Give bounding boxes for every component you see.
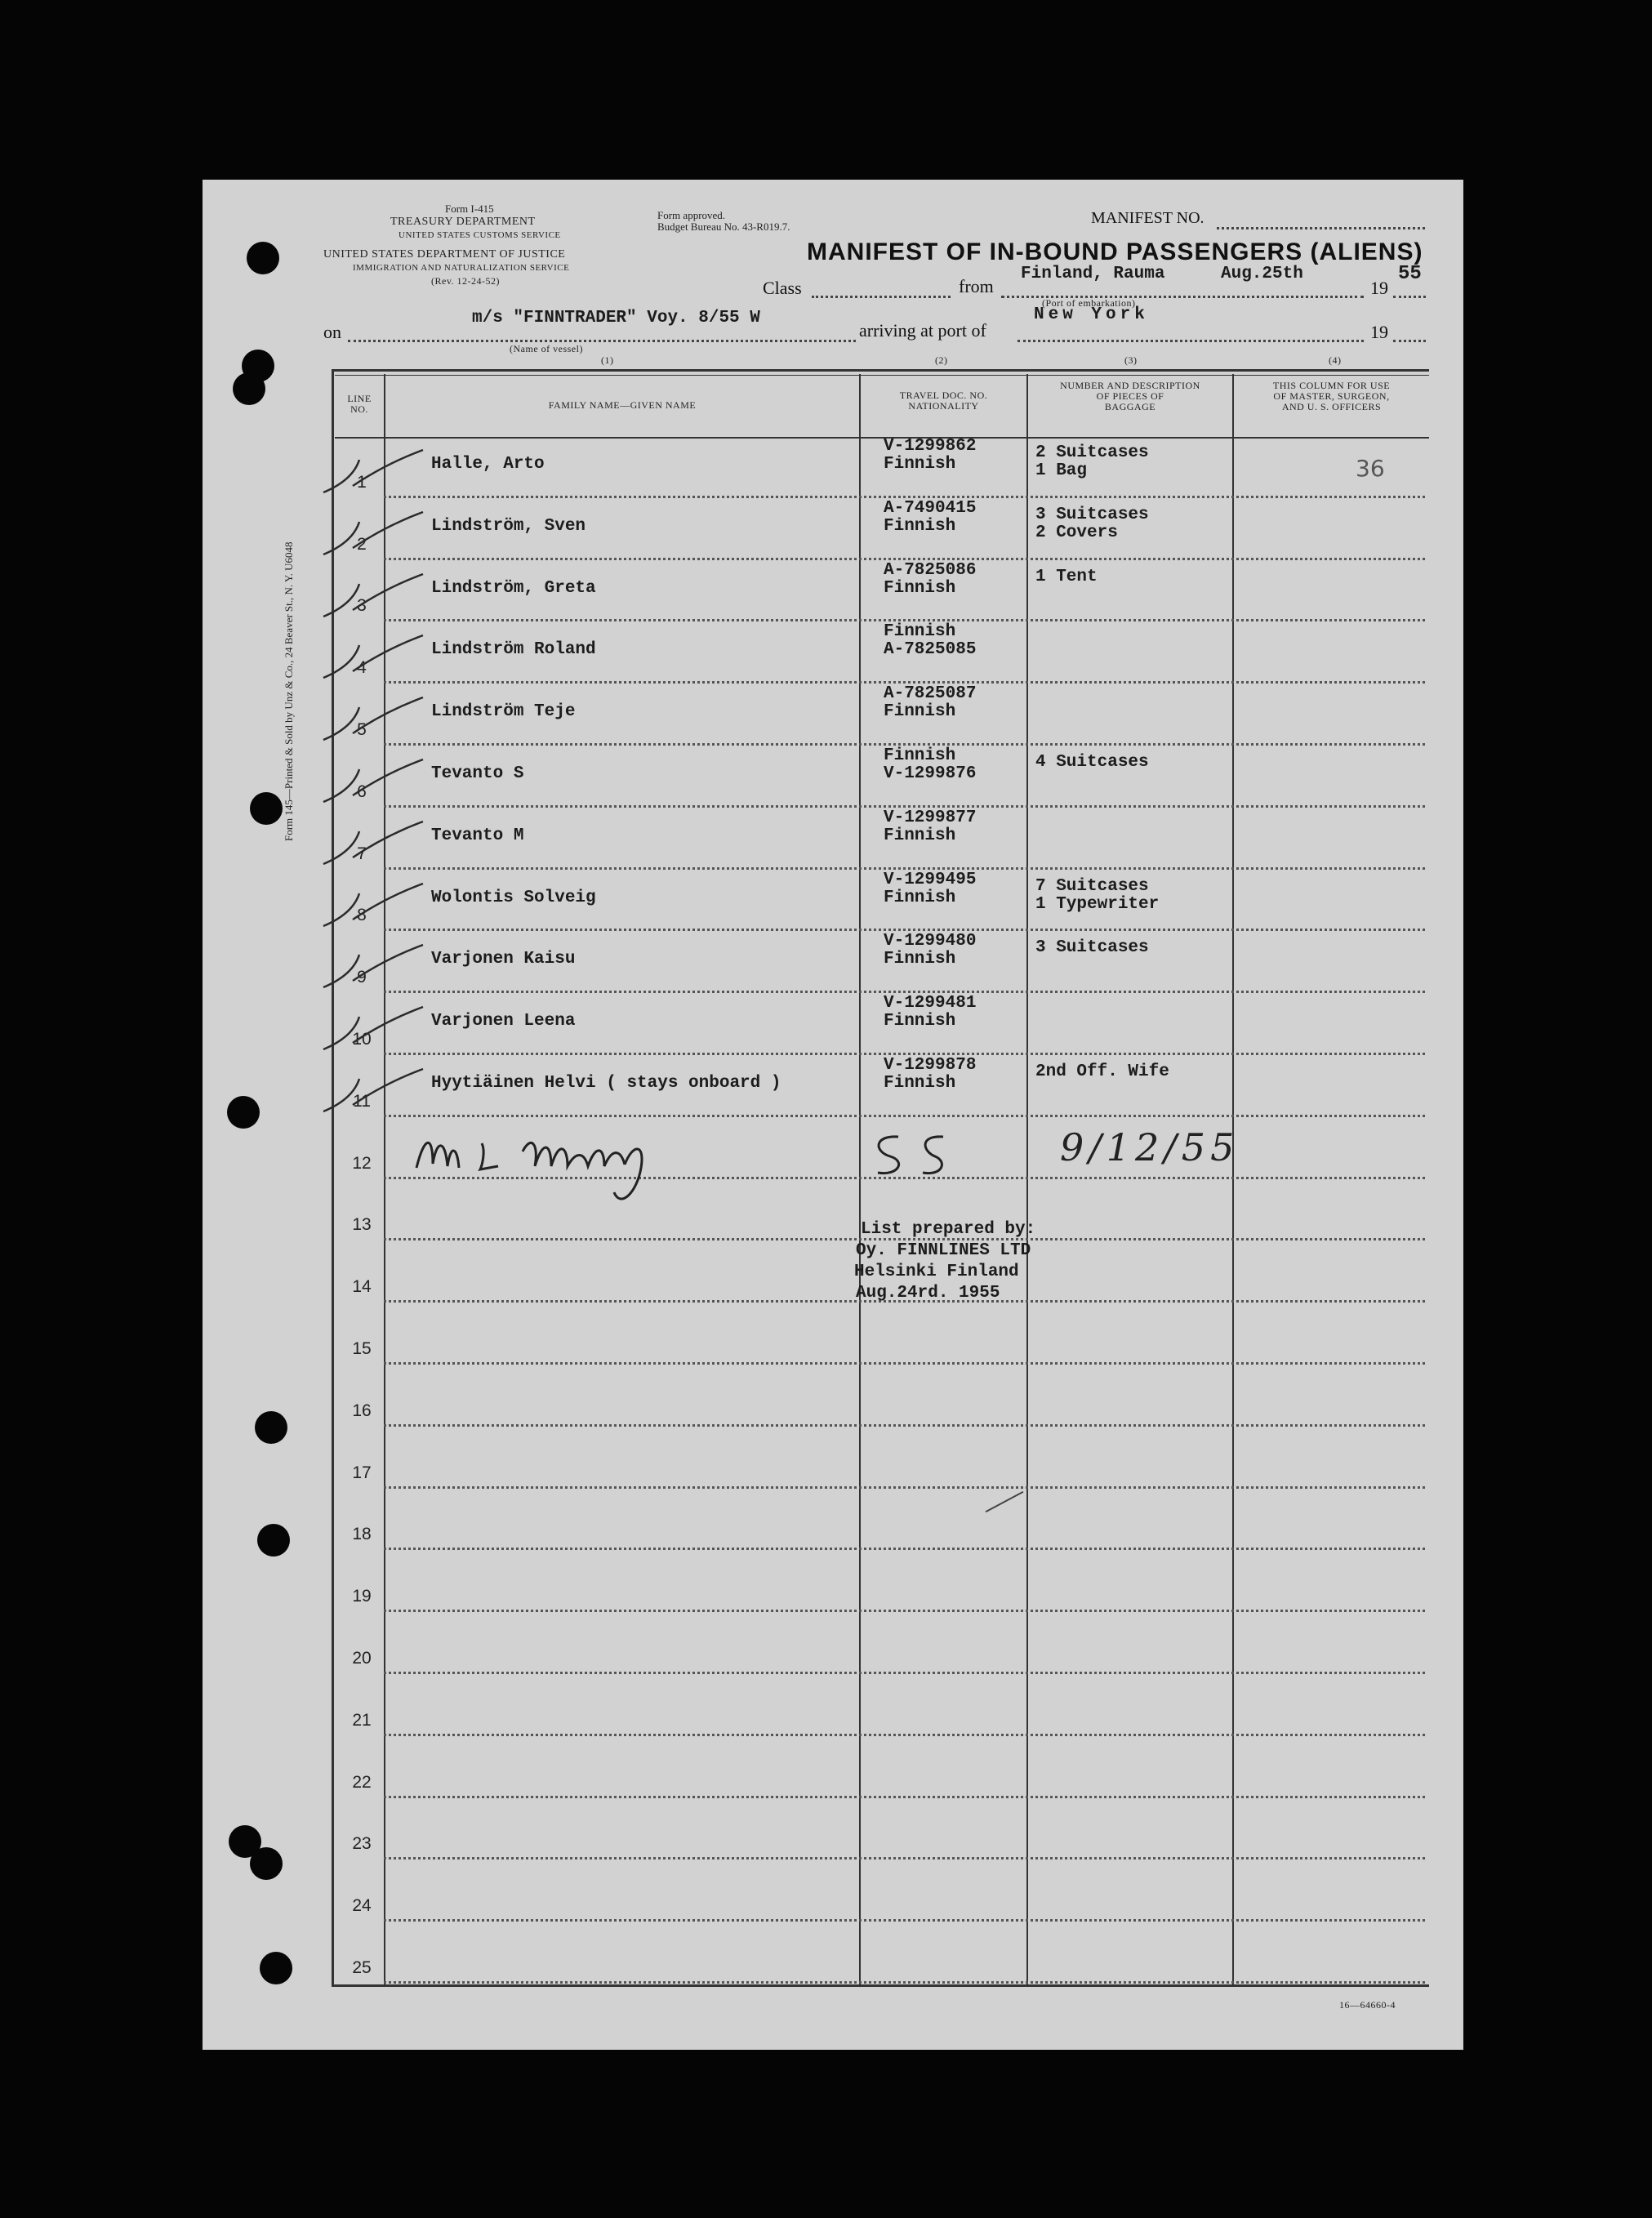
travel-doc-line-2: Finnish [884,826,956,845]
passenger-name: Lindström Teje [431,702,576,722]
prepared-line-2: Oy. FINNLINES LTD [856,1241,1031,1260]
arriving-label: arriving at port of [859,320,986,341]
row-separator [384,1796,1425,1798]
line-number: 6 [357,782,367,801]
travel-doc-line-1: A-7825087 [884,684,977,704]
punch-hole [247,242,279,274]
travel-doc-line-1: V-1299862 [884,437,977,456]
year-prefix: 19 [1370,278,1388,298]
travel-doc-line-2: A-7825085 [884,640,977,660]
check-mark [320,1062,426,1120]
treasury-dept: TREASURY DEPARTMENT [390,216,536,228]
baggage-line-2: 2 Covers [1035,523,1118,542]
line-number: 25 [352,1958,372,1977]
table-inner-top [335,375,1429,376]
passenger-name: Varjonen Kaisu [431,950,576,969]
class-label: Class [763,278,802,298]
line-number: 16 [352,1401,372,1420]
travel-doc-line-1: V-1299495 [884,870,977,889]
punch-hole [227,1096,260,1129]
passenger-name: Tevanto M [431,826,524,845]
travel-doc-line-2: Finnish [884,578,956,598]
vessel-label: (Name of vessel) [510,343,583,354]
row-separator [384,1053,1425,1055]
passenger-name: Lindström, Sven [431,516,586,536]
port-embark-label: (Port of embarkation) [1042,297,1136,309]
ins: IMMIGRATION AND NATURALIZATION SERVICE [353,263,570,273]
passenger-name: Lindström Roland [431,640,596,660]
travel-doc-line-1: V-1299481 [884,994,977,1013]
travel-doc-line-2: Finnish [884,888,956,907]
travel-doc-line-2: Finnish [884,950,956,969]
passenger-name: Lindström, Greta [431,578,596,598]
line-number: 20 [352,1649,372,1668]
form-approved: Form approved. [657,209,726,221]
travel-doc-line-2: Finnish [884,1012,956,1031]
handwritten-signature [400,1119,857,1209]
year-field-2 [1393,340,1426,342]
check-mark [320,938,426,995]
row-separator [384,991,1425,993]
baggage-line-1: 2 Suitcases [1035,443,1149,462]
line-number: 4 [357,658,367,678]
row-separator [384,558,1425,560]
baggage-line-1: 2nd Off. Wife [1035,1062,1169,1081]
line-number: 17 [352,1463,372,1482]
check-mark [320,815,426,872]
col-header-officers: THIS COLUMN FOR USE OF MASTER, SURGEON, AND U. S. OFFICERS [1272,380,1391,412]
line-number: 23 [352,1834,372,1854]
table-top-border [332,369,1429,372]
year-value: 55 [1398,263,1422,285]
line-number: 8 [357,906,367,925]
passenger-name: Halle, Arto [431,455,545,474]
manifest-no-label: MANIFEST NO. [1091,209,1204,227]
form-number: Form I-415 [445,203,494,215]
travel-doc-line-2: Finnish [884,1074,956,1093]
prepared-line-4: Aug.24rd. 1955 [856,1284,1000,1303]
line-number: 12 [352,1153,372,1173]
travel-doc-line-1: Finnish [884,746,956,765]
vessel-value: m/s "FINNTRADER" Voy. 8/55 W [472,309,760,327]
check-mark [320,753,426,810]
on-label: on [323,322,341,342]
baggage-line-1: 1 Tent [1035,567,1098,586]
row-separator [384,1734,1425,1736]
passenger-name: Tevanto S [431,764,524,783]
budget-bureau: Budget Bureau No. 43-R019.7. [657,220,790,233]
passenger-name: Wolontis Solveig [431,888,596,907]
col-divider-baggage [1232,374,1234,1984]
col2-number: (2) [935,354,948,366]
line-number: 21 [352,1710,372,1730]
baggage-line-1: 7 Suitcases [1035,876,1149,896]
col3-number: (3) [1124,354,1138,366]
footer-code: 16—64660-4 [1339,1999,1396,2011]
travel-doc-line-1: V-1299878 [884,1056,977,1075]
doj: UNITED STATES DEPARTMENT OF JUSTICE [323,248,566,261]
col-header-line: LINE NO. [347,393,372,415]
travel-doc-line-1: A-7825086 [884,560,977,580]
line-number: 22 [352,1772,372,1792]
row-separator [384,1362,1425,1365]
row-separator [384,1486,1425,1489]
check-mark [320,1000,426,1058]
row-separator [384,1424,1425,1427]
travel-doc-line-1: Finnish [884,622,956,642]
line-number: 24 [352,1896,372,1916]
punch-hole [255,1411,287,1444]
prepared-line-3: Helsinki Finland [854,1263,1019,1281]
customs-service: UNITED STATES CUSTOMS SERVICE [399,230,561,240]
punch-hole [257,1524,290,1557]
row-separator [384,1672,1425,1674]
travel-doc-line-2: V-1299876 [884,764,977,783]
col-divider-travel [1026,374,1028,1984]
baggage-line-1: 4 Suitcases [1035,753,1149,772]
row-separator [384,1919,1425,1922]
line-number: 2 [357,534,367,554]
check-mark [320,443,426,501]
vessel-field [348,340,856,342]
col1-number: (1) [601,354,614,366]
col-header-travel: TRAVEL DOC. NO. NATIONALITY [899,390,988,412]
printer-imprint: Form 145—Printed & Sold by Unz & Co., 24 Beaver St., N. Y. U6048 [283,541,295,841]
year-field [1393,296,1426,298]
baggage-line-2: 1 Typewriter [1035,894,1160,914]
line-number: 11 [353,1091,371,1111]
line-number: 18 [352,1525,372,1544]
baggage-line-1: 3 Suitcases [1035,505,1149,524]
prepared-line-1: List prepared by: [861,1220,1036,1239]
col-header-name: FAMILY NAME—GIVEN NAME [548,399,697,411]
year-prefix-2: 19 [1370,322,1388,342]
passenger-name: Hyytiäinen Helvi ( stays onboard ) [431,1074,781,1093]
handwritten-initials [866,1127,964,1184]
from-value: Finland, Rauma [1021,265,1165,283]
travel-doc-line-1: V-1299480 [884,932,977,951]
line-number: 5 [357,720,367,739]
row-separator [384,1857,1425,1859]
row-separator [384,496,1425,498]
row-separator [384,681,1425,684]
travel-doc-line-2: Finnish [884,702,956,722]
check-mark [320,506,426,563]
col-header-baggage: NUMBER AND DESCRIPTION OF PIECES OF BAGGAGE [1060,380,1200,412]
line-number: 9 [357,968,367,987]
line-number: 19 [352,1587,372,1606]
punch-hole [250,1847,283,1880]
punch-hole [233,372,265,405]
check-mark [320,629,426,686]
manifest-no-field [1217,227,1425,229]
row-separator [384,1610,1425,1612]
class-field [812,296,951,298]
date-value: Aug.25th [1221,265,1303,283]
col-divider-name [859,374,861,1984]
travel-doc-line-2: Finnish [884,516,956,536]
travel-doc-line-1: A-7490415 [884,498,977,518]
line-number: 15 [352,1339,372,1358]
row-separator [384,805,1425,808]
punch-hole [250,792,283,825]
officer-note: 36 [1356,455,1385,482]
travel-doc-line-1: V-1299877 [884,808,977,827]
line-number: 10 [352,1030,372,1049]
revision: (Rev. 12-24-52) [431,275,501,287]
travel-doc-line-2: Finnish [884,455,956,474]
row-separator [384,619,1425,621]
passenger-name: Varjonen Leena [431,1012,576,1031]
arriving-field [1017,340,1364,342]
col4-number: (4) [1329,354,1342,366]
row-separator [384,867,1425,870]
line-number: 3 [357,596,367,616]
line-number: 13 [352,1215,372,1235]
line-number: 1 [357,472,367,492]
from-label: from [959,276,994,296]
table-header-bottom [335,437,1429,439]
handwritten-date: 9/12/55 [1060,1125,1240,1169]
table-bottom-border [332,1984,1429,1987]
baggage-line-1: 3 Suitcases [1035,938,1149,958]
row-separator [384,929,1425,931]
check-mark [320,568,426,625]
row-separator [384,1548,1425,1550]
row-separator [384,1981,1425,1984]
manifest-title: MANIFEST OF IN-BOUND PASSENGERS (ALIENS) [807,238,1423,265]
arriving-value: New York [1034,305,1149,324]
punch-hole [260,1952,292,1984]
check-mark [320,691,426,748]
row-separator [384,1115,1425,1117]
baggage-line-2: 1 Bag [1035,461,1088,480]
row-separator [384,743,1425,746]
line-number: 7 [357,844,367,863]
line-number: 14 [352,1277,372,1297]
check-mark [320,877,426,934]
